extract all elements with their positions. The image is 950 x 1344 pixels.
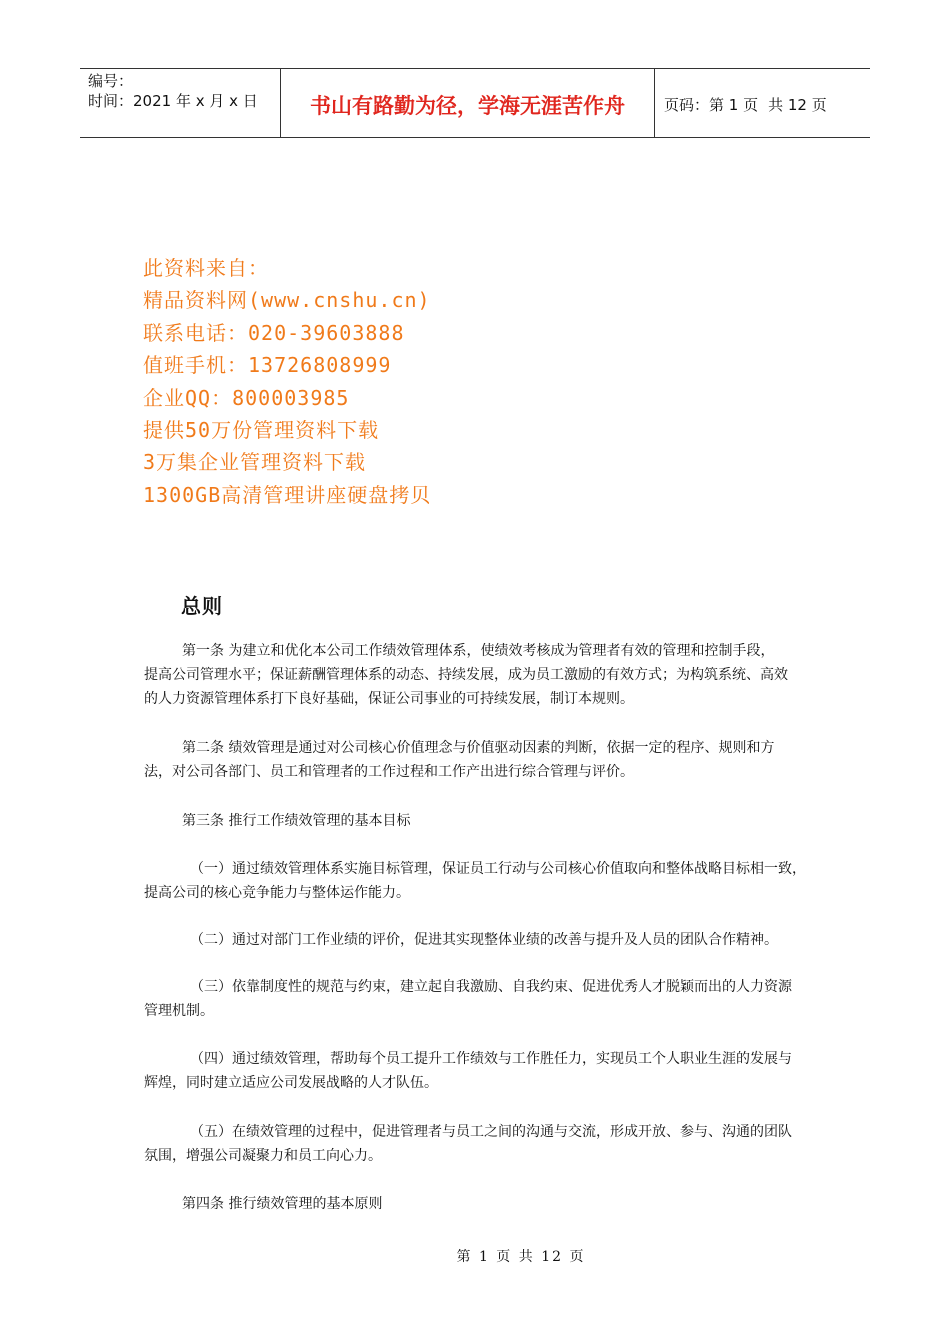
source-line: 值班手机：13726808999 xyxy=(143,353,392,378)
page-footer: 第 1 页 共 12 页 xyxy=(456,1249,586,1265)
article-1 xyxy=(144,639,819,711)
source-line: 企业QQ：800003985 xyxy=(143,385,350,410)
paragraph-line: 法，对公司各部门、员工和管理者的工作过程和工作产出进行综合管理与评价。 xyxy=(144,764,634,780)
source-info-block xyxy=(143,252,431,511)
goal-4 xyxy=(144,1047,819,1095)
header-meta xyxy=(80,69,281,137)
source-line: 精品资料网(www.cnshu.cn) xyxy=(143,288,431,313)
paragraph-line: 提高公司的核心竞争能力与整体运作能力。 xyxy=(144,885,410,901)
paragraph-line: 的人力资源管理体系打下良好基础，保证公司事业的可持续发展，制订本规则。 xyxy=(144,691,634,707)
header-motto: 书山有路勤为径，学海无涯苦作舟 xyxy=(281,69,655,137)
paragraph-line: （二）通过对部门工作业绩的评价，促进其实现整体业绩的改善与提升及人员的团队合作精神。 xyxy=(190,932,778,948)
paragraph-line: 第四条 推行绩效管理的基本原则 xyxy=(182,1196,383,1212)
article-2 xyxy=(144,736,819,784)
section-title: 总则 xyxy=(181,594,223,618)
article-3 xyxy=(144,809,819,833)
paragraph-line: （四）通过绩效管理，帮助每个员工提升工作绩效与工作胜任力，实现员工个人职业生涯的发展与 xyxy=(190,1051,792,1067)
page-header xyxy=(80,68,870,138)
goal-5 xyxy=(144,1120,819,1168)
goal-1 xyxy=(144,857,819,905)
paragraph-line: 第三条 推行工作绩效管理的基本目标 xyxy=(182,813,411,829)
paragraph-line: （三）依靠制度性的规范与约束，建立起自我激励、自我约束、促进优秀人才脱颖而出的人力资源 xyxy=(190,979,792,995)
source-line: 1300GB高清管理讲座硬盘拷贝 xyxy=(143,482,432,507)
document-number-label: 编号： xyxy=(88,72,134,90)
paragraph-line: 辉煌，同时建立适应公司发展战略的人才队伍。 xyxy=(144,1075,438,1091)
paragraph-line: 氛围，增强公司凝聚力和员工向心力。 xyxy=(144,1148,382,1164)
source-line: 3万集企业管理资料下载 xyxy=(143,450,367,475)
source-line: 提供50万份管理资料下载 xyxy=(143,418,380,443)
goal-3 xyxy=(144,975,819,1023)
header-page-number: 页码：第 1 页 xyxy=(664,95,759,114)
source-line: 此资料来自： xyxy=(143,256,269,280)
header-page-total: 共 12 页 xyxy=(768,95,827,114)
source-line: 联系电话：020-39603888 xyxy=(143,320,405,345)
goal-2 xyxy=(144,928,819,952)
paragraph-line: 第一条 为建立和优化本公司工作绩效管理体系，使绩效考核成为管理者有效的管理和控制手段， xyxy=(182,643,775,659)
paragraph-line: （一）通过绩效管理体系实施目标管理，保证员工行动与公司核心价值取向和整体战略目标相一致， xyxy=(190,861,806,877)
header-page-info xyxy=(655,69,870,137)
paragraph-line: 管理机制。 xyxy=(144,1003,214,1019)
paragraph-line: （五）在绩效管理的过程中，促进管理者与员工之间的沟通与交流，形成开放、参与、沟通的团队 xyxy=(190,1124,792,1140)
paragraph-line: 第二条 绩效管理是通过对公司核心价值理念与价值驱动因素的判断，依据一定的程序、规则和方 xyxy=(182,740,775,756)
article-4 xyxy=(144,1192,819,1216)
paragraph-line: 提高公司管理水平；保证薪酬管理体系的动态、持续发展，成为员工激励的有效方式；为构筑系统、高效 xyxy=(144,667,788,683)
document-date-label: 时间：2021 年 x 月 x 日 xyxy=(88,92,258,110)
